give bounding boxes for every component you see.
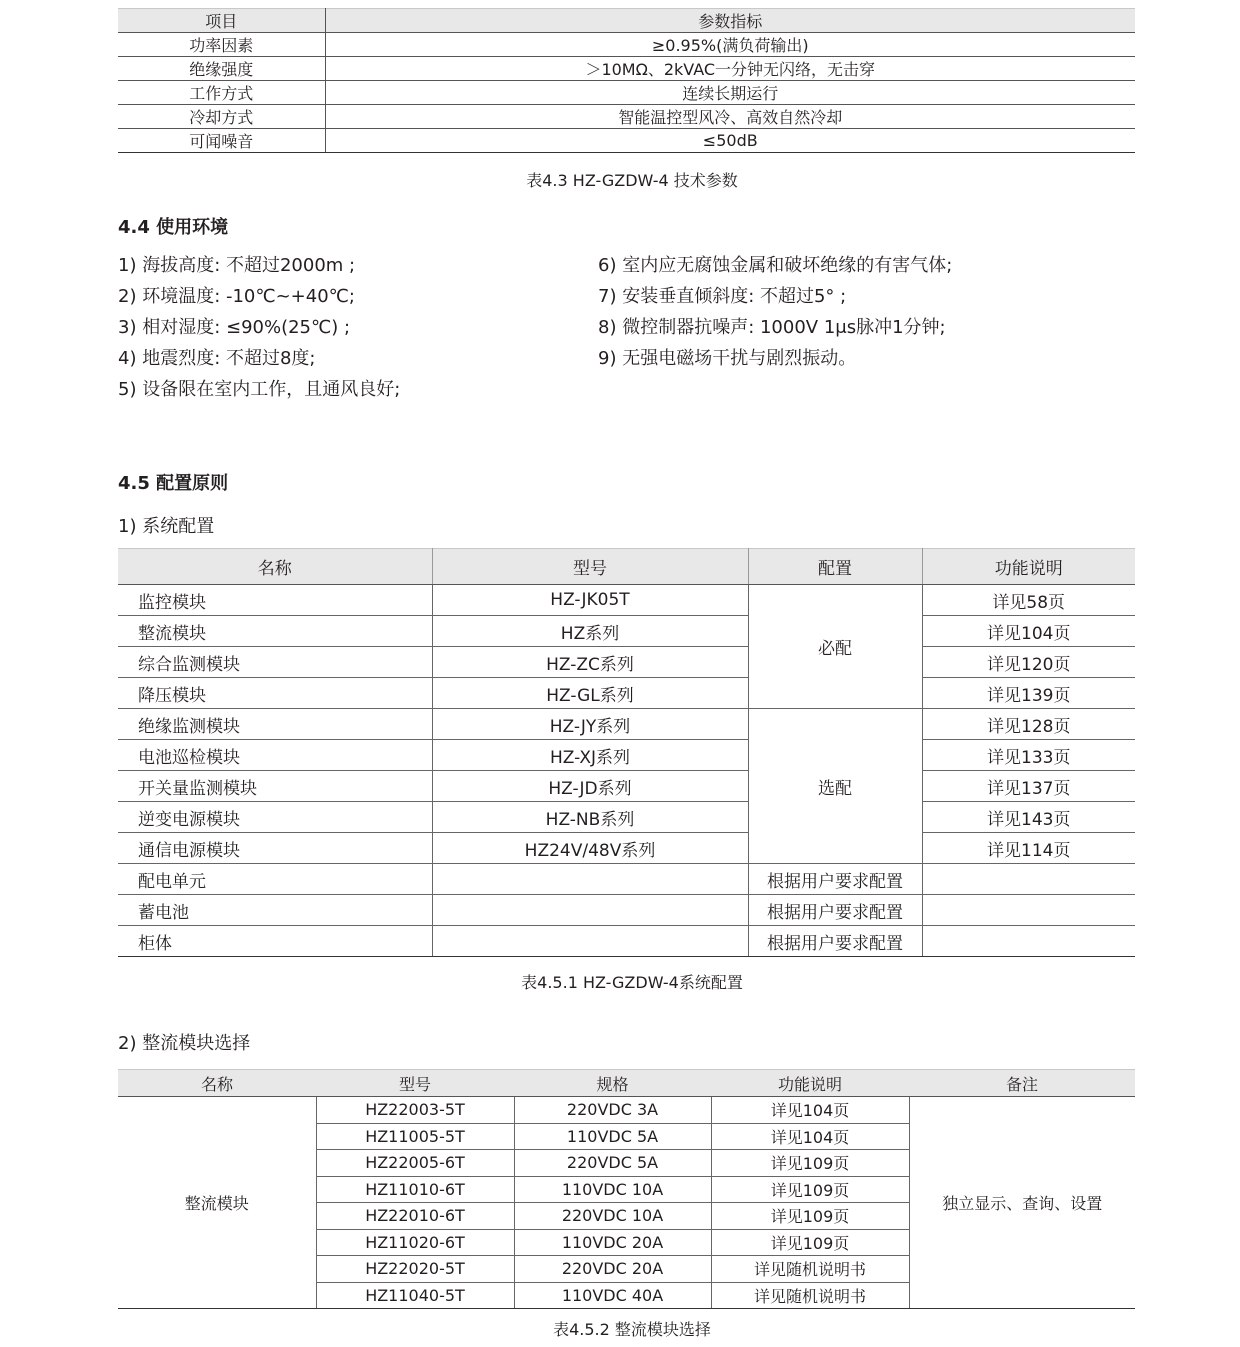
table-row [118,57,1135,81]
cell-function: 详见109页 [711,1203,909,1230]
cell-name: 降压模块 [118,678,432,709]
system-config-table [118,548,1135,957]
rectifier-selection-table [118,1069,1135,1309]
cell-model [432,895,748,926]
cell-function: 详见143页 [922,802,1135,833]
table-row [118,678,1135,709]
header-model: 型号 [316,1070,514,1097]
table-caption-4-3: 表4.3 HZ-GZDW-4 技术参数 [526,171,738,190]
cell-config-required: 必配 [748,585,922,709]
cell-spec: 110VDC 10A [514,1176,711,1203]
cell-model: HZ-JY系列 [432,709,748,740]
table-row [118,33,1135,57]
header-function: 功能说明 [711,1070,909,1097]
row-value: 智能温控型风冷、高效自然冷却 [325,105,1135,129]
cell-name: 绝缘监测模块 [118,709,432,740]
table-header-row [118,9,1135,33]
table-row [118,802,1135,833]
row-value: ＞10MΩ、2kVAC一分钟无闪络，无击穿 [325,57,1135,81]
list-item: 3) 相对湿度: ≤90%(25℃) ; [118,317,351,338]
cell-function [922,895,1135,926]
table-row [118,864,1135,895]
table-row [118,740,1135,771]
cell-model: HZ11040-5T [316,1282,514,1309]
row-label: 功率因素 [118,33,325,57]
environment-list-left [118,250,400,405]
cell-model: HZ-JD系列 [432,771,748,802]
row-label: 可闻噪音 [118,129,325,153]
cell-name: 柜体 [118,926,432,957]
cell-name: 通信电源模块 [118,833,432,864]
table-row [118,81,1135,105]
cell-name: 监控模块 [118,585,432,616]
header-function: 功能说明 [922,549,1135,585]
table-row [118,616,1135,647]
cell-model: HZ11020-6T [316,1229,514,1256]
cell-model: HZ-GL系列 [432,678,748,709]
cell-function [922,864,1135,895]
header-name: 名称 [118,549,432,585]
list-item: 5) 设备限在室内工作，且通风良好; [118,379,401,400]
cell-config: 根据用户要求配置 [748,895,922,926]
cell-spec: 220VDC 3A [514,1097,711,1124]
table-row [118,709,1135,740]
cell-name: 电池巡检模块 [118,740,432,771]
table-caption-4-5-1: 表4.5.1 HZ-GZDW-4系统配置 [521,973,743,992]
list-item: 4) 地震烈度: 不超过8度; [118,348,316,369]
cell-spec: 220VDC 10A [514,1203,711,1230]
list-item: 1) 海拔高度: 不超过2000m ; [118,255,356,276]
spec-table-4-3 [118,8,1135,153]
cell-function: 详见109页 [711,1229,909,1256]
cell-config: 根据用户要求配置 [748,926,922,957]
cell-model [432,926,748,957]
cell-function: 详见120页 [922,647,1135,678]
cell-config: 根据用户要求配置 [748,864,922,895]
table-row [118,926,1135,957]
cell-model [432,864,748,895]
cell-function: 详见137页 [922,771,1135,802]
cell-spec: 110VDC 20A [514,1229,711,1256]
header-item: 项目 [118,9,325,33]
cell-function: 详见104页 [711,1097,909,1124]
cell-function [922,926,1135,957]
cell-model: HZ22010-6T [316,1203,514,1230]
header-spec: 规格 [514,1070,711,1097]
table-header-row [118,1070,1135,1097]
environment-list-right [598,250,952,374]
table-row [118,833,1135,864]
table-row [118,585,1135,616]
cell-model: HZ系列 [432,616,748,647]
row-value: 连续长期运行 [325,81,1135,105]
list-item: 9) 无强电磁场干扰与剧烈振动。 [598,348,857,369]
cell-model: HZ-JK05T [432,585,748,616]
cell-model: HZ22005-6T [316,1150,514,1177]
row-value: ≤50dB [325,129,1135,153]
section-heading-4-5: 4.5 配置原则 [118,473,229,494]
table-row [118,771,1135,802]
cell-model: HZ22020-5T [316,1256,514,1283]
cell-config-optional: 选配 [748,709,922,864]
cell-name: 配电单元 [118,864,432,895]
cell-model: HZ-NB系列 [432,802,748,833]
cell-model: HZ22003-5T [316,1097,514,1124]
header-model: 型号 [432,549,748,585]
row-label: 工作方式 [118,81,325,105]
cell-model: HZ11005-5T [316,1123,514,1150]
cell-function: 详见随机说明书 [711,1282,909,1309]
list-item: 7) 安装垂直倾斜度: 不超过5° ; [598,286,847,307]
table-row [118,1097,1135,1124]
cell-function: 详见104页 [922,616,1135,647]
list-item: 8) 微控制器抗噪声: 1000V 1μs脉冲1分钟; [598,317,946,338]
cell-function: 详见109页 [711,1176,909,1203]
header-note: 备注 [909,1070,1135,1097]
subheading-rectifier-selection: 2) 整流模块选择 [118,1033,251,1054]
cell-spec: 110VDC 40A [514,1282,711,1309]
cell-spec: 110VDC 5A [514,1123,711,1150]
cell-name: 整流模块 [118,616,432,647]
cell-note: 独立显示、查询、设置 [909,1097,1135,1309]
cell-function: 详见133页 [922,740,1135,771]
cell-model: HZ24V/48V系列 [432,833,748,864]
cell-spec: 220VDC 20A [514,1256,711,1283]
cell-function: 详见128页 [922,709,1135,740]
cell-function: 详见随机说明书 [711,1256,909,1283]
cell-name: 逆变电源模块 [118,802,432,833]
cell-name: 整流模块 [118,1097,316,1309]
header-config: 配置 [748,549,922,585]
row-label: 绝缘强度 [118,57,325,81]
cell-name: 开关量监测模块 [118,771,432,802]
list-item: 2) 环境温度: -10℃~+40℃; [118,286,355,307]
cell-model: HZ-XJ系列 [432,740,748,771]
section-heading-4-4: 4.4 使用环境 [118,217,229,238]
cell-model: HZ-ZC系列 [432,647,748,678]
subheading-system-config: 1) 系统配置 [118,516,215,537]
row-label: 冷却方式 [118,105,325,129]
cell-function: 详见104页 [711,1123,909,1150]
row-value: ≥0.95%(满负荷输出) [325,33,1135,57]
cell-function: 详见109页 [711,1150,909,1177]
header-param: 参数指标 [325,9,1135,33]
cell-model: HZ11010-6T [316,1176,514,1203]
table-row [118,895,1135,926]
cell-function: 详见58页 [922,585,1135,616]
header-name: 名称 [118,1070,316,1097]
table-caption-4-5-2: 表4.5.2 整流模块选择 [553,1320,711,1339]
cell-function: 详见114页 [922,833,1135,864]
cell-function: 详见139页 [922,678,1135,709]
table-row [118,129,1135,153]
cell-name: 蓄电池 [118,895,432,926]
table-row [118,105,1135,129]
cell-name: 综合监测模块 [118,647,432,678]
cell-spec: 220VDC 5A [514,1150,711,1177]
table-row [118,647,1135,678]
table-header-row [118,549,1135,585]
list-item: 6) 室内应无腐蚀金属和破坏绝缘的有害气体; [598,255,953,276]
